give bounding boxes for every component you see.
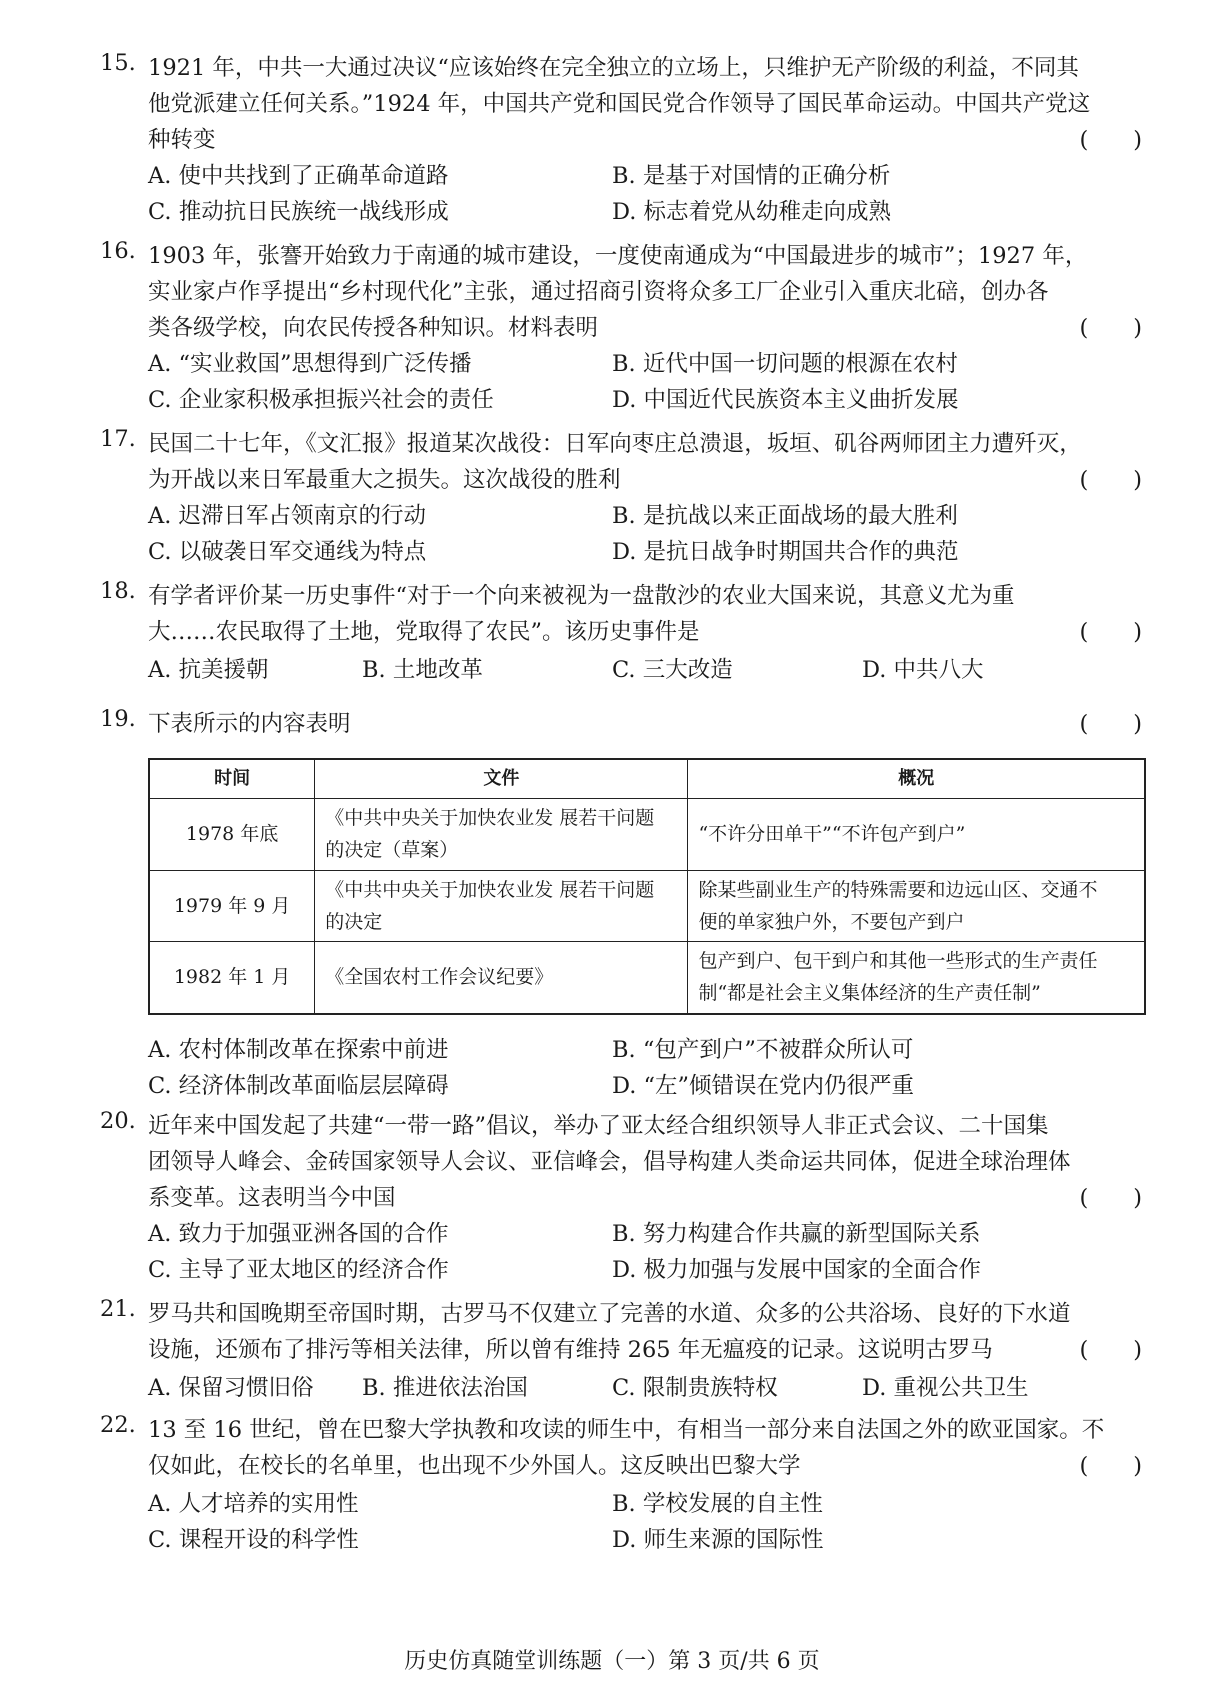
table-row bbox=[149, 799, 1145, 871]
option-b: B. 学校发展的自主性 bbox=[612, 1491, 823, 1517]
option-a: A. 使中共找到了正确革命道路 bbox=[148, 163, 449, 189]
table-header-cell: 概况 bbox=[688, 759, 1145, 799]
option-c: C. 以破袭日军交通线为特点 bbox=[148, 539, 427, 565]
option-c: C. 主导了亚太地区的经济合作 bbox=[148, 1257, 449, 1283]
option-d: D. 师生来源的国际性 bbox=[612, 1527, 824, 1553]
option-d: D. 中国近代民族资本主义曲折发展 bbox=[612, 387, 959, 413]
option-d: D. “左”倾错误在党内仍很严重 bbox=[612, 1073, 915, 1099]
table-row bbox=[149, 870, 1145, 942]
option-b: B. “包产到户”不被群众所认可 bbox=[612, 1037, 914, 1063]
option-d: D. 极力加强与发展中国家的全面合作 bbox=[612, 1257, 982, 1283]
table-cell-summary bbox=[688, 799, 1145, 871]
question-text-line: 13 至 16 世纪，曾在巴黎大学执教和攻读的师生中，有相当一部分来自法国之外的欧亚国家。不 bbox=[148, 1417, 1105, 1443]
option-a: A. 抗美援朝 bbox=[148, 657, 269, 683]
cell-line: 《中共中央关于加快农业发 展若干问题 bbox=[325, 807, 655, 829]
question-text-line: 1903 年，张謇开始致力于南通的城市建设，一度使南通成为“中国最进步的城市”；1927 年， bbox=[148, 243, 1088, 269]
question-number: 18. bbox=[100, 578, 136, 604]
table-cell-time: 1982 年 1 月 bbox=[149, 942, 315, 1014]
question-text-line: 他党派建立任何关系。”1924 年，中国共产党和国民党合作领导了国民革命运动。中国共产党这 bbox=[148, 91, 1091, 117]
option-a: A. 农村体制改革在探索中前进 bbox=[148, 1037, 449, 1063]
answer-blank: ( ) bbox=[1079, 1337, 1142, 1363]
cell-line: 的决定（草案） bbox=[325, 839, 459, 862]
question-number: 21. bbox=[100, 1296, 136, 1322]
question-text-line: 实业家卢作孚提出“乡村现代化”主张，通过招商引资将众多工厂企业引入重庆北碚，创办各 bbox=[148, 279, 1049, 305]
cell-line: “不许分田单干”“不许包产到户” bbox=[698, 823, 966, 846]
page-footer: 历史仿真随堂训练题（一）第 3 页/共 6 页 bbox=[404, 1649, 820, 1674]
table-header-cell: 时间 bbox=[149, 759, 315, 799]
answer-blank: ( ) bbox=[1079, 1185, 1142, 1211]
option-a: A. “实业救国”思想得到广泛传播 bbox=[148, 351, 472, 377]
option-c: C. 三大改造 bbox=[612, 657, 733, 683]
cell-line: 《中共中央关于加快农业发 展若干问题 bbox=[325, 878, 655, 901]
option-c: C. 企业家积极承担振兴社会的责任 bbox=[148, 387, 494, 413]
option-b: B. 是抗战以来正面战场的最大胜利 bbox=[612, 503, 958, 529]
question-number: 19. bbox=[100, 706, 136, 732]
question-number: 22. bbox=[100, 1412, 136, 1438]
option-b: B. 土地改革 bbox=[362, 657, 483, 683]
cell-line: 制“都是社会主义集体经济的生产责任制” bbox=[698, 982, 1041, 1005]
table-cell-document bbox=[315, 799, 688, 871]
option-b: B. 努力构建合作共赢的新型国际关系 bbox=[612, 1221, 981, 1247]
option-b: B. 推进依法治国 bbox=[362, 1375, 528, 1401]
question-text-line: 近年来中国发起了共建“一带一路”倡议，举办了亚太经合组织领导人非正式会议、二十国集 bbox=[148, 1113, 1049, 1139]
option-d: D. 重视公共卫生 bbox=[862, 1375, 1029, 1401]
question-text-line: 仅如此，在校长的名单里，也出现不少外国人。这反映出巴黎大学 bbox=[148, 1453, 801, 1479]
answer-blank: ( ) bbox=[1079, 315, 1142, 341]
cell-line: 的决定 bbox=[325, 910, 383, 933]
policy-table bbox=[148, 758, 1146, 1015]
question-text-line: 系变革。这表明当今中国 bbox=[148, 1185, 396, 1211]
question-number: 20. bbox=[100, 1108, 136, 1134]
option-a: A. 保留习惯旧俗 bbox=[148, 1375, 314, 1401]
question-text-line: 为开战以来日军最重大之损失。这次战役的胜利 bbox=[148, 467, 621, 493]
answer-blank: ( ) bbox=[1079, 467, 1142, 493]
question-number: 16. bbox=[100, 238, 136, 264]
cell-line: 包产到户、包干到户和其他一些形式的生产责任 bbox=[698, 950, 1098, 973]
table-cell-time: 1979 年 9 月 bbox=[149, 870, 315, 942]
table-header-cell: 文件 bbox=[315, 759, 688, 799]
option-c: C. 经济体制改革面临层层障碍 bbox=[148, 1073, 449, 1099]
question-number: 17. bbox=[100, 426, 136, 452]
question-text-line: 团领导人峰会、金砖国家领导人会议、亚信峰会，倡导构建人类命运共同体，促进全球治理体 bbox=[148, 1149, 1071, 1175]
table-cell-time: 1978 年底 bbox=[149, 799, 315, 871]
option-b: B. 是基于对国情的正确分析 bbox=[612, 163, 891, 189]
table-cell-document bbox=[315, 870, 688, 942]
table-header-row bbox=[149, 759, 1145, 799]
option-c: C. 课程开设的科学性 bbox=[148, 1527, 359, 1553]
option-b: B. 近代中国一切问题的根源在农村 bbox=[612, 351, 958, 377]
question-text-line: 下表所示的内容表明 bbox=[148, 711, 351, 737]
cell-line: 便的单家独户外，不要包产到户 bbox=[698, 910, 965, 933]
option-c: C. 推动抗日民族统一战线形成 bbox=[148, 199, 449, 225]
question-text-line: 大……农民取得了土地，党取得了农民”。该历史事件是 bbox=[148, 619, 700, 645]
cell-line: 除某些副业生产的特殊需要和边远山区、交通不 bbox=[698, 878, 1098, 901]
table-cell-summary bbox=[688, 870, 1145, 942]
option-c: C. 限制贵族特权 bbox=[612, 1375, 778, 1401]
answer-blank: ( ) bbox=[1079, 619, 1142, 645]
answer-blank: ( ) bbox=[1079, 1453, 1142, 1479]
question-text-line: 种转变 bbox=[148, 127, 216, 153]
option-a: A. 迟滞日军占领南京的行动 bbox=[148, 503, 427, 529]
option-a: A. 致力于加强亚洲各国的合作 bbox=[148, 1221, 449, 1247]
option-d: D. 是抗日战争时期国共合作的典范 bbox=[612, 539, 959, 565]
question-text-line: 1921 年，中共一大通过决议“应该始终在完全独立的立场上，只维护无产阶级的利益，不同其 bbox=[148, 55, 1079, 81]
table-row bbox=[149, 942, 1145, 1014]
cell-line: 《全国农村工作会议纪要》 bbox=[325, 966, 554, 989]
option-d: D. 中共八大 bbox=[862, 657, 984, 683]
table-cell-summary bbox=[688, 942, 1145, 1014]
question-text-line: 设施，还颁布了排污等相关法律，所以曾有维持 265 年无瘟疫的记录。这说明古罗马 bbox=[148, 1337, 993, 1363]
question-text-line: 有学者评价某一历史事件“对于一个向来被视为一盘散沙的农业大国来说，其意义尤为重 bbox=[148, 583, 1015, 609]
option-a: A. 人才培养的实用性 bbox=[148, 1491, 359, 1517]
table-cell-document bbox=[315, 942, 688, 1014]
question-text-line: 罗马共和国晚期至帝国时期，古罗马不仅建立了完善的水道、众多的公共浴场、良好的下水道 bbox=[148, 1301, 1071, 1327]
question-text-line: 类各级学校，向农民传授各种知识。材料表明 bbox=[148, 315, 599, 341]
answer-blank: ( ) bbox=[1079, 127, 1142, 153]
question-text-line: 民国二十七年，《文汇报》报道某次战役：日军向枣庄总溃退，坂垣、矶谷两师团主力遭歼灭， bbox=[148, 431, 1082, 457]
question-number: 15. bbox=[100, 50, 136, 76]
answer-blank: ( ) bbox=[1079, 711, 1142, 737]
option-d: D. 标志着党从幼稚走向成熟 bbox=[612, 199, 892, 225]
